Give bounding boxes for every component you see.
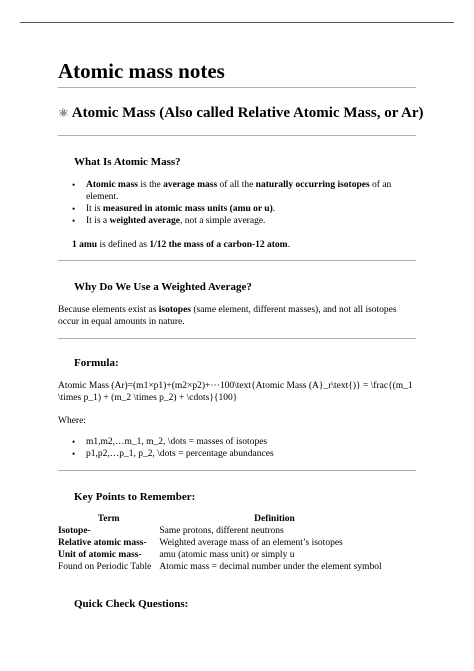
amu-definition: 1 amu is defined as 1/12 the mass of a carbon-12 atom. — [72, 240, 290, 250]
atom-icon: ⚛ — [58, 106, 69, 120]
section-heading-text: Atomic Mass (Also called Relative Atomic Mass, or Ar) — [71, 105, 424, 121]
table-row — [58, 561, 390, 573]
formula-heading: Formula: — [74, 357, 119, 369]
list-item: • It is a weighted average, not a simple average. — [72, 215, 416, 227]
table-header-row — [58, 513, 390, 525]
section-heading — [58, 103, 424, 123]
what-list — [58, 179, 416, 227]
quick-check-heading: Quick Check Questions: — [74, 598, 189, 610]
formula-text: Atomic Mass (Ar)=(m1×p1)+(m2×p2)+⋯100\text{Atomic Mass (A}_r\text{)} = \frac{(m_1 \times p_1) + (m_2 \times p_2) + \cdots}{100} — [58, 381, 413, 403]
what-heading: What Is Atomic Mass? — [74, 156, 181, 168]
divider — [58, 135, 416, 136]
term-cell: Found on Periodic Table — [58, 562, 152, 572]
definition-cell: Weighted average mass of an element’s isotopes — [159, 538, 343, 548]
divider — [58, 470, 416, 471]
list-item: • Atomic mass is the average mass of all the naturally occurring isotopes of an element. — [72, 179, 416, 203]
term-cell: Unit of atomic mass- — [58, 550, 142, 560]
document-body — [58, 58, 424, 611]
list-item: • p1,p2,…p_1, p_2, \dots = percentage abundances — [72, 448, 416, 460]
column-header-term: Term — [97, 514, 120, 524]
where-label: Where: — [58, 416, 86, 426]
page-title: Atomic mass notes — [58, 59, 225, 83]
table-row — [58, 549, 390, 561]
formula-variables-list — [58, 436, 416, 460]
definition-cell: amu (atomic mass unit) or simply u — [159, 550, 295, 560]
list-item: • m1,m2,…m_1, m_2, \dots = masses of isotopes — [72, 436, 416, 448]
key-points-table — [58, 513, 390, 573]
term-cell: Relative atomic mass- — [58, 538, 147, 548]
keypoints-heading: Key Points to Remember: — [74, 491, 196, 503]
divider — [58, 338, 416, 339]
column-header-definition: Definition — [254, 514, 295, 524]
table-row — [58, 537, 390, 549]
page-top-rule — [20, 22, 454, 23]
why-paragraph: Because elements exist as isotopes (same element, different masses), and not all isotopes occur in equal amounts in nature. — [58, 305, 397, 327]
why-heading: Why Do We Use a Weighted Average? — [74, 281, 252, 293]
definition-cell: Same protons, different neutrons — [159, 526, 284, 536]
list-item: • It is measured in atomic mass units (amu or u). — [72, 203, 416, 215]
table-row — [58, 525, 390, 537]
definition-cell: Atomic mass = decimal number under the element symbol — [159, 562, 382, 572]
term-cell: Isotope- — [58, 526, 91, 536]
divider — [58, 87, 416, 88]
divider — [58, 260, 416, 261]
